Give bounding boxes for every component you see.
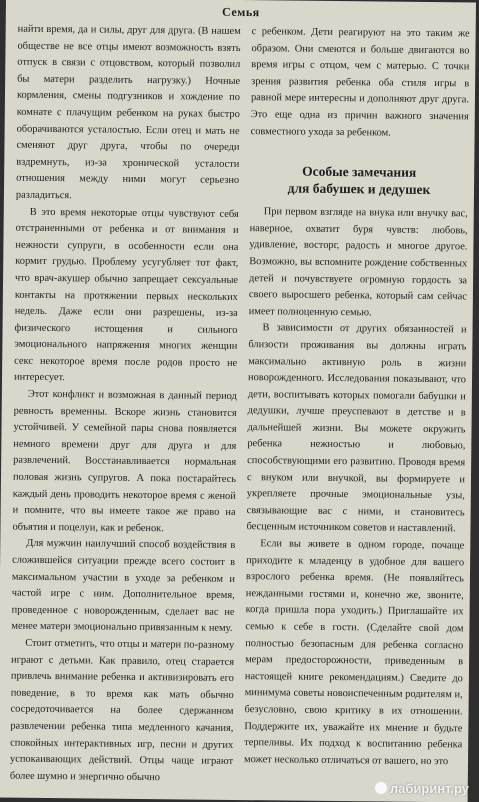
paragraph: Стоит отметить, что отцы и матери по-разному играют с детьми. Как правило, отец старается привлечь внимание ребенка и активизировать его поведение, в то время как мать обычно сосредоточивается на более сдержанном развлечении ребенка типа медленного качания, спокойных интерактивных игр, песни и других успокаивающих действий. Отцы чаще играют более шумно и энергично обычно <box>10 636 235 788</box>
left-column <box>10 22 241 788</box>
paragraph: с ребенком. Дети реагируют на это таким же образом. Они смеются и больше двигаются во время игры с отцом, чем с матерью. С точки зрения развития ребенка оба стиля игры в равной мере интересны и дополняют друг друга. Это еще одна из причин важного значения совместного ухода за ребенком. <box>251 24 470 142</box>
paragraph: В зависимости от других обязанностей и близости проживания вы должны играть максимально активную роль в жизни новорожденного. Исследования показывают, что дети, воспитывать которых помогали бабушки и дедушки, лучше преуспевают в детстве и в дальнейшей жизни. Вы можете окружить ребенка нежностью и любовью, способствующими его развитию. Проводя время с внуком или внучкой, вы формируете и укрепляете прочные эмоциональные узы, связывающие вас с ними, и становитесь бесценным источником советов и наставлений. <box>246 320 466 538</box>
labirint-logo-icon <box>375 782 387 794</box>
watermark-text: лабиринт.ру <box>390 781 469 796</box>
paragraph: Этот конфликт и возможная в данный период ревность временны. Вскоре жизнь становится устойчивей. У семейной пары снова появляется немного времени друг для друга и для развлечений. Восстанавливается нормальная половая жизнь супругов. А пока постарайтесь каждый день проводить некоторое время с женой и помните, что вы имеете такое же право на объятия и поцелуи, как и ребенок. <box>12 387 237 539</box>
section-heading-line-2: для бабушек и дедушек <box>288 181 431 197</box>
paragraph: найти время, да и силы, друг для друга. (В нашем обществе не все отцы имеют возможность взять отпуск в связи с отцовством, который позволил бы матери разделить нагрузку.) Ночные кормления, смены подгузников и хождение по комнате с плачущим ребенком на руках быстро оборачиваются усталостью. Если отец и мать не сменяют друг друга, чтобы по очереди вздремнуть, из-за хронической усталости отношения между ними могут серьезно разладиться. <box>16 22 241 207</box>
paragraph: Для мужчин наилучший способ воздействия в сложившейся ситуации прежде всего состоит в максимальном участии в уходе за ребенком и частой игре с ним. Дополнительное время, проведенное с новорожденным, сделает вас не менее матери эмоционально привязанным к нему. <box>11 536 235 638</box>
right-column <box>244 24 470 771</box>
paragraph: При первом взгляде на внука или внучку вас, наверное, охватит буря чувств: любовь, удивление, восторг, радость и многое другое. Возможно, вы вспомните рождение собственных детей и почувствуете огромную гордость за своего выросшего ребенка, который сам сейчас имеет полноценную семью. <box>249 204 468 322</box>
paragraph: Если вы живете в одном городе, почаще приходите к младенцу в удобное для вашего взрослого ребенка время. (Не появляйтесь нежданными гостями и, конечно же, звоните, когда пришла пора уходить.) Приглашайте их семью к себе в гости. (Сделайте свой дом полностью безопасным для ребенка согласно мерам предосторожности, приведенным в настоящей книге рекомендациям.) Сведите до минимума советы новоиспеченным родителям и, безусловно, свою критику в их отношении. Поддержите их, уважайте их мнение и будьте терпеливы. Их подход к воспитанию ребенка может несколько отличаться от вашего, но это <box>244 536 464 771</box>
paragraph: В это время некоторые отцы чувствуют себя отстраненными от ребенка и от внимания и нежности супруги, в особенности если она кормит грудью. Проблему усугубляет тот факт, что врач-акушер обычно запрещает сексуальные контакты на протяжении первых нескольких недель. Даже если они разрешены, из-за физического истощения и сильного эмоционального напряжения многих женщин секс некоторое время после родов просто не интересует. <box>14 204 239 389</box>
section-heading-line-1: Особые замечания <box>302 164 416 180</box>
watermark <box>375 781 469 796</box>
running-head: Семья <box>6 3 476 23</box>
section-heading <box>250 162 468 198</box>
